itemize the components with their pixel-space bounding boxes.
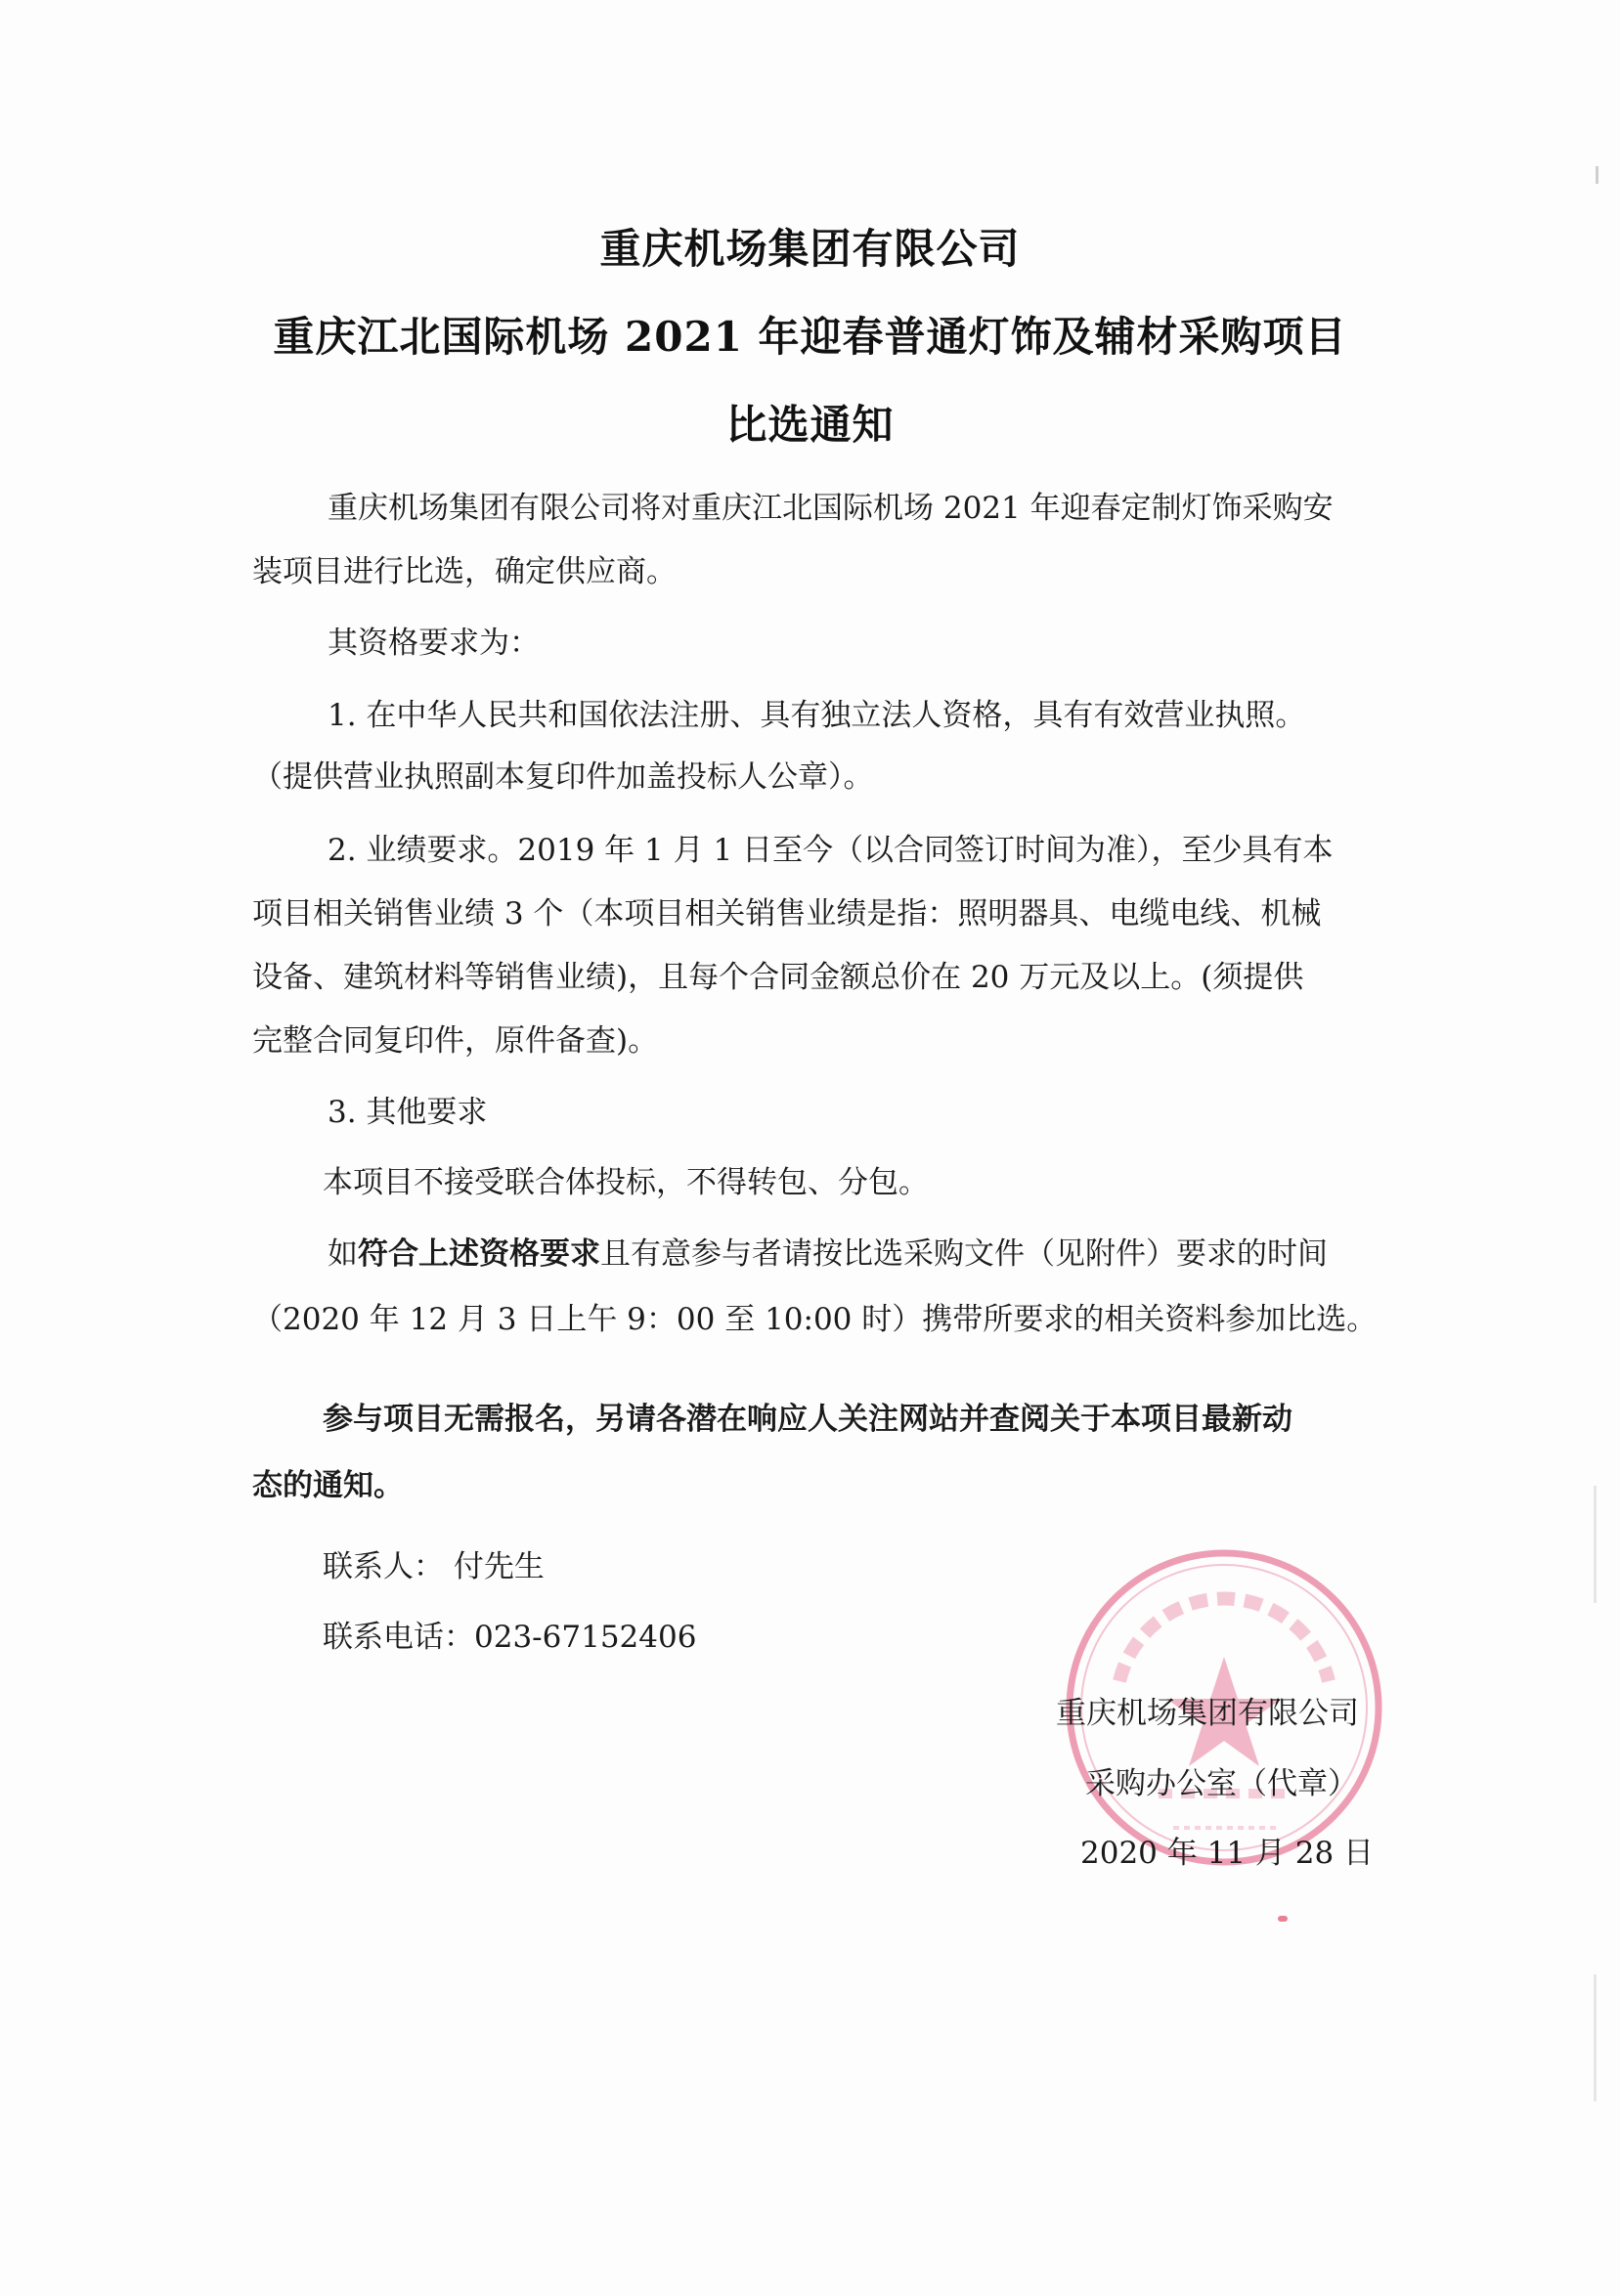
notice-title: 比选通知 [725, 401, 895, 449]
requirement-2-line-1: 2. 业绩要求。2019 年 1 月 1 日至今（以合同签订时间为准），至少具有本 [328, 833, 1334, 868]
signature-date: 2020 年 11 月 28 日 [1080, 1836, 1375, 1871]
company-title: 重庆机场集团有限公司 [599, 225, 1021, 273]
scan-artifact [1594, 1486, 1597, 1603]
scan-artifact [1596, 166, 1598, 184]
project-title: 重庆江北国际机场 2021 年迎春普通灯饰及辅材采购项目 [273, 313, 1347, 361]
instruction-emphasis: 符合上述资格要求 [358, 1236, 600, 1272]
requirement-2-line-4: 完整合同复印件，原件备查)。 [252, 1023, 659, 1059]
notice-line-2: 态的通知。 [252, 1468, 404, 1503]
signature-organization: 重庆机场集团有限公司 [1056, 1696, 1359, 1731]
requirement-3-line-2: 本项目不接受联合体投标，不得转包、分包。 [323, 1165, 929, 1200]
requirement-3-line-1: 3. 其他要求 [328, 1095, 488, 1130]
contact-person: 联系人： 付先生 [323, 1549, 545, 1584]
scan-artifact [1594, 1974, 1597, 2101]
intro-line-2: 装项目进行比选，确定供应商。 [252, 554, 677, 589]
requirement-2-line-2: 项目相关销售业绩 3 个（本项目相关销售业绩是指：照明器具、电缆电线、机械 [252, 896, 1322, 931]
instruction-line-1 [328, 1235, 1328, 1274]
requirement-2-line-3: 设备、建筑材料等销售业绩)，且每个合同金额总价在 20 万元及以上。(须提供 [252, 960, 1304, 995]
ink-speck [1278, 1916, 1288, 1922]
instruction-rest: 且有意参与者请按比选采购文件（见附件）要求的时间 [600, 1236, 1328, 1272]
qualification-heading: 其资格要求为： [328, 626, 540, 661]
intro-line-1: 重庆机场集团有限公司将对重庆江北国际机场 2021 年迎春定制灯饰采购安 [328, 491, 1334, 526]
requirement-1-line-2: （提供营业执照副本复印件加盖投标人公章）。 [252, 759, 874, 795]
contact-phone: 联系电话：023-67152406 [323, 1620, 697, 1655]
requirement-1-line-1: 1. 在中华人民共和国依法注册、具有独立法人资格，具有有效营业执照。 [328, 698, 1306, 733]
instruction-prefix: 如 [328, 1236, 358, 1272]
instruction-line-2: （2020 年 12 月 3 日上午 9：00 至 10:00 时）携带所要求的相关资料参加比选。 [252, 1302, 1378, 1337]
notice-line-1: 参与项目无需报名，另请各潜在响应人关注网站并查阅关于本项目最新动 [323, 1402, 1292, 1437]
signature-department: 采购办公室（代章） [1085, 1766, 1358, 1801]
